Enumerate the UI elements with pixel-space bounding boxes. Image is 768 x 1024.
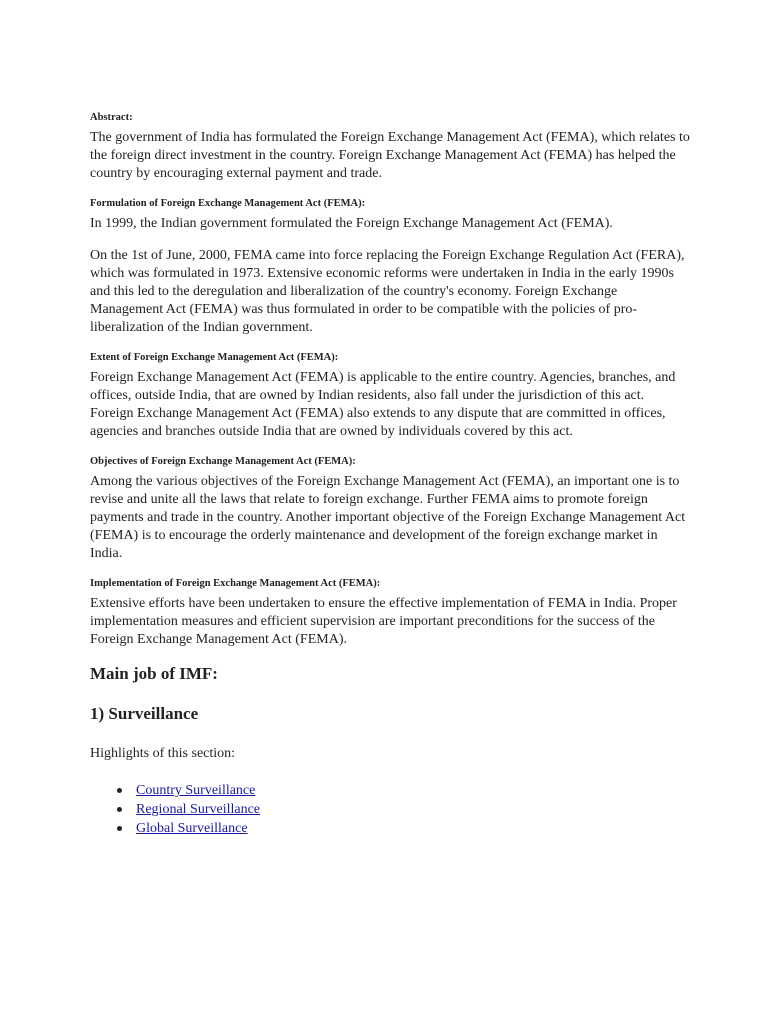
- main-heading: Main job of IMF:: [90, 664, 218, 683]
- highlights-label: Highlights of this section:: [90, 746, 236, 761]
- document-content: [90, 111, 690, 838]
- section-paragraph: On the 1st of June, 2000, FEMA came into force replacing the Foreign Exchange Regulation Act (FERA), which was formulated in 1973. Extensive economic reforms were undertaken in India in the early 1990s and this led to the deregulation and liberalization of the country's economy. Foreign Exchange Management Act (FEMA) was thus formulated in order to be compatible with the policies of pro- liberalization of the Indian government.: [90, 248, 685, 335]
- link-country-surveillance[interactable]: Country Surveillance: [136, 783, 256, 798]
- section-abstract: [90, 111, 690, 183]
- section-heading: Implementation of Foreign Exchange Management Act (FEMA):: [90, 578, 381, 589]
- section-implementation: [90, 577, 690, 649]
- section-objectives: [90, 455, 690, 563]
- section-paragraph: Among the various objectives of the Foreign Exchange Management Act (FEMA), an important one is to revise and unite all the laws that relate to foreign exchange. Further FEMA aims to promote foreign payments and trade in the country. Another important objective of the Foreign Exchange Management Act (FEMA) is to encourage the orderly maintenance and development of the foreign exchange market in India.: [90, 474, 686, 561]
- section-heading: Objectives of Foreign Exchange Management Act (FEMA):: [90, 456, 356, 467]
- section-formulation: [90, 197, 690, 337]
- section-paragraph: In 1999, the Indian government formulated the Foreign Exchange Management Act (FEMA).: [90, 216, 613, 231]
- section-paragraph: The government of India has formulated the Foreign Exchange Management Act (FEMA), which relates to the foreign direct investment in the country. Foreign Exchange Management Act (FEMA) has helped the country by encouraging external payment and trade.: [90, 130, 690, 181]
- list-item: [115, 800, 690, 819]
- link-global-surveillance[interactable]: Global Surveillance: [136, 821, 248, 836]
- section-extent: [90, 351, 690, 441]
- surveillance-heading: 1) Surveillance: [90, 704, 199, 723]
- section-heading: Extent of Foreign Exchange Management Act (FEMA):: [90, 352, 339, 363]
- bullet-icon: [117, 788, 122, 793]
- bullet-icon: [117, 826, 122, 831]
- section-heading: Abstract:: [90, 112, 133, 123]
- highlights-list: [90, 781, 690, 838]
- list-item: [115, 781, 690, 800]
- section-heading: Formulation of Foreign Exchange Management Act (FEMA):: [90, 198, 366, 209]
- list-item: [115, 819, 690, 838]
- link-regional-surveillance[interactable]: Regional Surveillance: [136, 802, 261, 817]
- bullet-icon: [117, 807, 122, 812]
- section-paragraph: Extensive efforts have been undertaken to ensure the effective implementation of FEMA in India. Proper implementation measures and efficient supervision are important preconditions for the success of the Foreign Exchange Management Act (FEMA).: [90, 596, 677, 647]
- section-paragraph: Foreign Exchange Management Act (FEMA) is applicable to the entire country. Agencies, branches, and offices, outside India, that are owned by Indian residents, also fall under the jurisdiction of this act. Foreign Exchange Management Act (FEMA) also extends to any dispute that are committed in offices, agencies and branches outside India that are owned by individuals covered by this act.: [90, 370, 676, 439]
